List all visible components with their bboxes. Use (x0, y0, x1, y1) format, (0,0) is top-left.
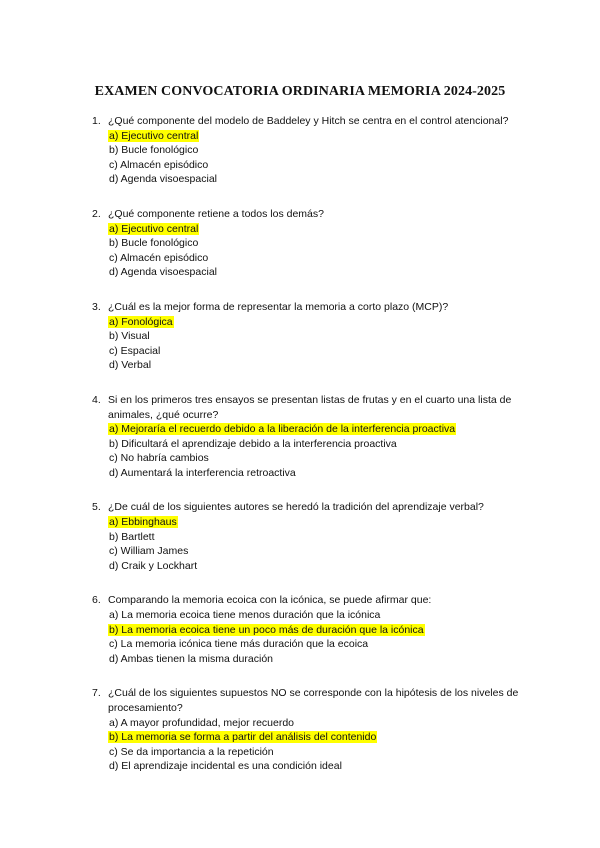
answer-option (108, 344, 532, 359)
question-5 (92, 500, 532, 573)
answer-option (108, 623, 532, 638)
answer-text: d) Craik y Lockhart (109, 559, 198, 572)
answer-option (108, 437, 532, 452)
question-1 (92, 114, 532, 187)
answer-text: b) Bartlett (109, 530, 155, 543)
highlighted-answer-text: a) Ejecutivo central (109, 129, 199, 142)
highlighted-answer-text: a) Fonológica (109, 315, 173, 328)
answer-text: b) Bucle fonológico (109, 237, 199, 250)
answer-option (108, 265, 532, 280)
answer-text: c) Se da importancia a la repetición (109, 745, 274, 758)
answer-text: d) El aprendizaje incidental es una condición ideal (109, 760, 342, 773)
question-7 (92, 686, 532, 774)
answer-option (108, 358, 532, 373)
answer-text: b) Bucle fonológico (109, 144, 199, 157)
question-number: 2. (92, 207, 101, 220)
question-4 (92, 393, 532, 481)
question-number: 3. (92, 300, 101, 313)
question-number: 4. (92, 393, 101, 406)
answer-option (108, 129, 532, 144)
answer-option (108, 652, 532, 667)
question-6 (92, 593, 532, 666)
answer-text: c) Espacial (109, 344, 161, 357)
highlighted-answer-text: b) La memoria ecoica tiene un poco más de duración que la icónica (109, 623, 424, 636)
question-number: 1. (92, 115, 101, 127)
question-2 (92, 207, 532, 280)
question-number: 7. (92, 687, 101, 700)
answer-text: d) Ambas tienen la misma duración (109, 652, 273, 665)
answer-option (108, 222, 532, 237)
answer-text: d) Verbal (109, 359, 152, 372)
answer-text: a) La memoria ecoica tiene menos duración que la icónica (109, 609, 381, 622)
answer-option (108, 530, 532, 545)
answer-text: c) Almacén episódico (109, 251, 209, 264)
question-3 (92, 300, 532, 373)
answer-option (108, 515, 532, 530)
answer-text: d) Aumentará la interferencia retroactiva (109, 466, 296, 479)
answer-text: d) Agenda visoespacial (109, 173, 217, 186)
highlighted-answer-text: b) La memoria se forma a partir del análisis del contenido (109, 731, 377, 744)
answer-option (108, 730, 532, 745)
highlighted-answer-text: a) Ebbinghaus (109, 516, 177, 529)
exam-title: EXAMEN CONVOCATORIA ORDINARIA MEMORIA 2024-2025 (94, 84, 506, 99)
question-list (92, 114, 532, 794)
answer-text: b) Visual (109, 330, 150, 343)
answer-option (108, 716, 532, 731)
answer-option (108, 544, 532, 559)
question-number: 5. (92, 501, 101, 514)
answer-option (108, 608, 532, 623)
answer-option (108, 143, 532, 158)
question-text: ¿De cuál de los siguientes autores se heredó la tradición del aprendizaje verbal? (108, 501, 484, 514)
highlighted-answer-text: a) Ejecutivo central (109, 222, 199, 235)
answer-text: a) A mayor profundidad, mejor recuerdo (109, 716, 295, 729)
question-text: ¿Cuál de los siguientes supuestos NO se corresponde con la hipótesis de los niveles de procesamiento? (108, 687, 519, 714)
highlighted-answer-text: a) Mejoraría el recuerdo debido a la liberación de la interferencia proactiva (109, 423, 456, 436)
answer-text: b) Dificultará el aprendizaje debido a la interferencia proactiva (109, 437, 397, 450)
answer-text: c) La memoria icónica tiene más duración que la ecoica (109, 638, 369, 651)
answer-option (108, 329, 532, 344)
answer-text: c) No habría cambios (109, 452, 209, 465)
answer-option (108, 466, 532, 481)
answer-option (108, 451, 532, 466)
question-text: ¿Qué componente retiene a todos los demás? (108, 207, 324, 220)
answer-text: c) William James (109, 545, 189, 558)
answer-option (108, 637, 532, 652)
question-text: Comparando la memoria ecoica con la icónica, se puede afirmar que: (108, 594, 432, 607)
answer-option (108, 315, 532, 330)
question-number: 6. (92, 594, 101, 607)
question-text: Si en los primeros tres ensayos se presentan listas de frutas y en el cuarto una lista de animales, ¿qué ocurre? (108, 393, 512, 421)
answer-option (108, 251, 532, 266)
question-text: ¿Qué componente del modelo de Baddeley y Hitch se centra en el control atencional? (108, 115, 509, 127)
question-text: ¿Cuál es la mejor forma de representar la memoria a corto plazo (MCP)? (108, 300, 449, 313)
answer-option (108, 422, 532, 437)
answer-option (108, 236, 532, 251)
answer-option (108, 158, 532, 173)
answer-option (108, 559, 532, 574)
answer-option (108, 759, 532, 774)
answer-text: c) Almacén episódico (109, 158, 209, 171)
answer-option (108, 745, 532, 760)
answer-option (108, 172, 532, 187)
answer-text: d) Agenda visoespacial (109, 266, 217, 279)
